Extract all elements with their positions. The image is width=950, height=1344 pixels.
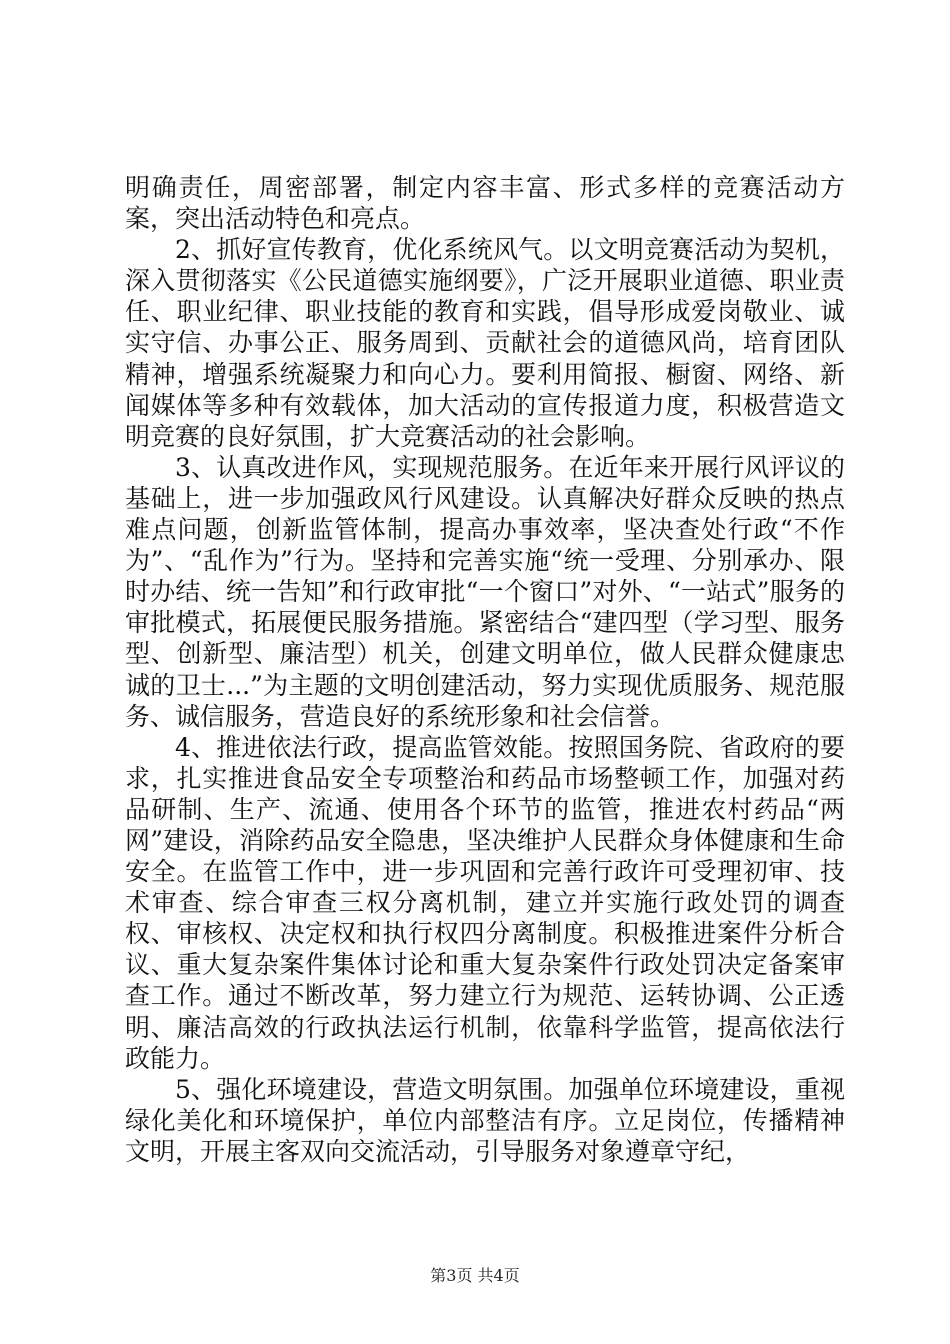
paragraph-3: 3、认真改进作风，实现规范服务。在近年来开展行风评议的基础上，进一步加强政风行风建设。认真解决好群众反映的热点难点问题，创新监管体制，提高办事效率，坚决查处行政“不作为”、“乱作为”行为。坚持和完善实施“统一受理、分别承办、限时办结、统一告知”和行政审批“一个窗口”对外、“一站式”服务的审批模式，拓展便民服务措施。紧密结合“建四型（学习型、服务型、创新型、廉洁型）机关，创建文明单位，做人民群众健康忠诚的卫士...”为主题的文明创建活动，努力实现优质服务、规范服务、诚信服务，营造良好的系统形象和社会信誉。 (125, 452, 845, 731)
paragraph-2: 2、抓好宣传教育，优化系统风气。以文明竞赛活动为契机，深入贯彻落实《公民道德实施纲要》，广泛开展职业道德、职业责任、职业纪律、职业技能的教育和实践，倡导形成爱岗敬业、诚实守信、办事公正、服务周到、贡献社会的道德风尚，培育团队精神，增强系统凝聚力和向心力。要利用简报、橱窗、网络、新闻媒体等多种有效载体，加大活动的宣传报道力度，积极营造文明竞赛的良好氛围，扩大竞赛活动的社会影响。 (125, 235, 845, 451)
paragraph-4: 4、推进依法行政，提高监管效能。按照国务院、省政府的要求，扎实推进食品安全专项整治和药品市场整顿工作，加强对药品研制、生产、流通、使用各个环节的监管，推进农村药品“两网”建设，消除药品安全隐患，坚决维护人民群众身体健康和生命安全。在监管工作中，进一步巩固和完善行政许可受理初审、技术审查、综合审查三权分离机制，建立并实施行政处罚的调查权、审核权、决定权和执行权四分离制度。积极推进案件分析合议、重大复杂案件集体讨论和重大复杂案件行政处罚决定备案审查工作。通过不断改革，努力建立行为规范、运转协调、公正透明、廉洁高效的行政执法运行机制，依靠科学监管，提高依法行政能力。 (125, 732, 845, 1073)
paragraph-5: 5、强化环境建设，营造文明氛围。加强单位环境建设，重视绿化美化和环境保护，单位内部整洁有序。立足岗位，传播精神文明，开展主客双向交流活动，引导服务对象遵章守纪， (125, 1074, 845, 1166)
document-body (125, 172, 845, 1167)
page-footer: 第3页 共4页 (430, 1266, 520, 1285)
paragraph-continuation: 明确责任，周密部署，制定内容丰富、形式多样的竞赛活动方案，突出活动特色和亮点。 (125, 173, 845, 234)
